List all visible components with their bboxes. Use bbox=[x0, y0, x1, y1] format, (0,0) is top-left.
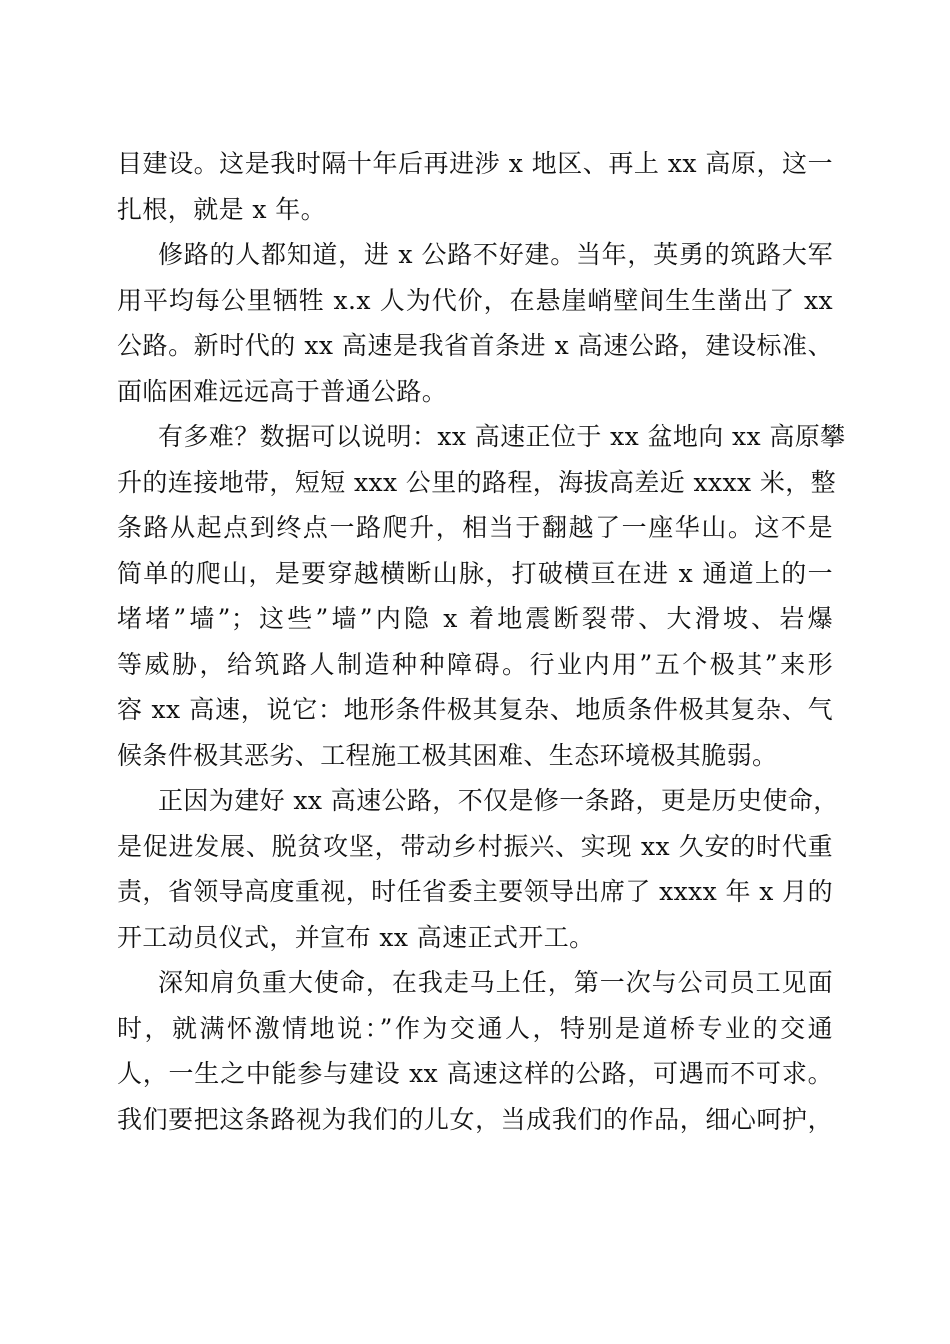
text-line: 正因为建好 xx 高速公路，不仅是修一条路，更是历史使命， bbox=[158, 786, 839, 815]
text-line: 条路从起点到终点一路爬升，相当于翻越了一座华山。这不是 bbox=[117, 513, 833, 542]
text-line: 我们要把这条路视为我们的儿女，当成我们的作品，细心呵护， bbox=[117, 1104, 833, 1134]
text-line: 人，一生之中能参与建设 xx 高速这样的公路，可遇而不可求。 bbox=[117, 1059, 833, 1088]
text-line: 时，就满怀激情地说：”作为交通人，特别是道桥专业的交通 bbox=[117, 1013, 833, 1043]
text-line: 目建设。这是我时隔十年后再进涉 x 地区、再上 xx 高原，这一 bbox=[117, 149, 833, 178]
text-line: 公路。新时代的 xx 高速是我省首条进 x 高速公路，建设标准、 bbox=[117, 331, 833, 360]
text-line: 面临困难远远高于普通公路。 bbox=[117, 376, 448, 406]
text-line: 堵堵”墙”；这些”墙”内隐 x 着地震断裂带、大滑坡、岩爆 bbox=[117, 604, 833, 633]
text-line: 深知肩负重大使命，在我走马上任，第一次与公司员工见面 bbox=[158, 968, 833, 997]
text-line: 责，省领导高度重视，时任省委主要领导出席了 xxxx 年 x 月的 bbox=[117, 877, 833, 906]
text-line: 简单的爬山，是要穿越横断山脉，打破横亘在进 x 通道上的一 bbox=[117, 558, 833, 588]
text-line: 是促进发展、脱贫攻坚，带动乡村振兴、实现 xx 久安的时代重 bbox=[117, 831, 833, 861]
text-line: 容 xx 高速，说它：地形条件极其复杂、地质条件极其复杂、气 bbox=[117, 695, 833, 724]
text-line: 有多难？数据可以说明：xx 高速正位于 xx 盆地向 xx 高原攀 bbox=[158, 422, 846, 451]
text-line: 扎根，就是 x 年。 bbox=[117, 194, 326, 224]
text-line: 升的连接地带，短短 xxx 公里的路程，海拔高差近 xxxx 米，整 bbox=[117, 467, 837, 497]
text-line: 等威胁，给筑路人制造种种障碍。行业内用”五个极其”来形 bbox=[117, 649, 833, 679]
text-line: 用平均每公里牺牲 x.x 人为代价，在悬崖峭壁间生生凿出了 xx bbox=[117, 285, 833, 315]
text-line: 候条件极其恶劣、工程施工极其困难、生态环境极其脆弱。 bbox=[117, 740, 778, 770]
body-text bbox=[117, 141, 846, 1142]
text-line: 开工动员仪式，并宣布 xx 高速正式开工。 bbox=[117, 922, 595, 952]
text-line: 修路的人都知道，进 x 公路不好建。当年，英勇的筑路大军 bbox=[158, 240, 833, 269]
